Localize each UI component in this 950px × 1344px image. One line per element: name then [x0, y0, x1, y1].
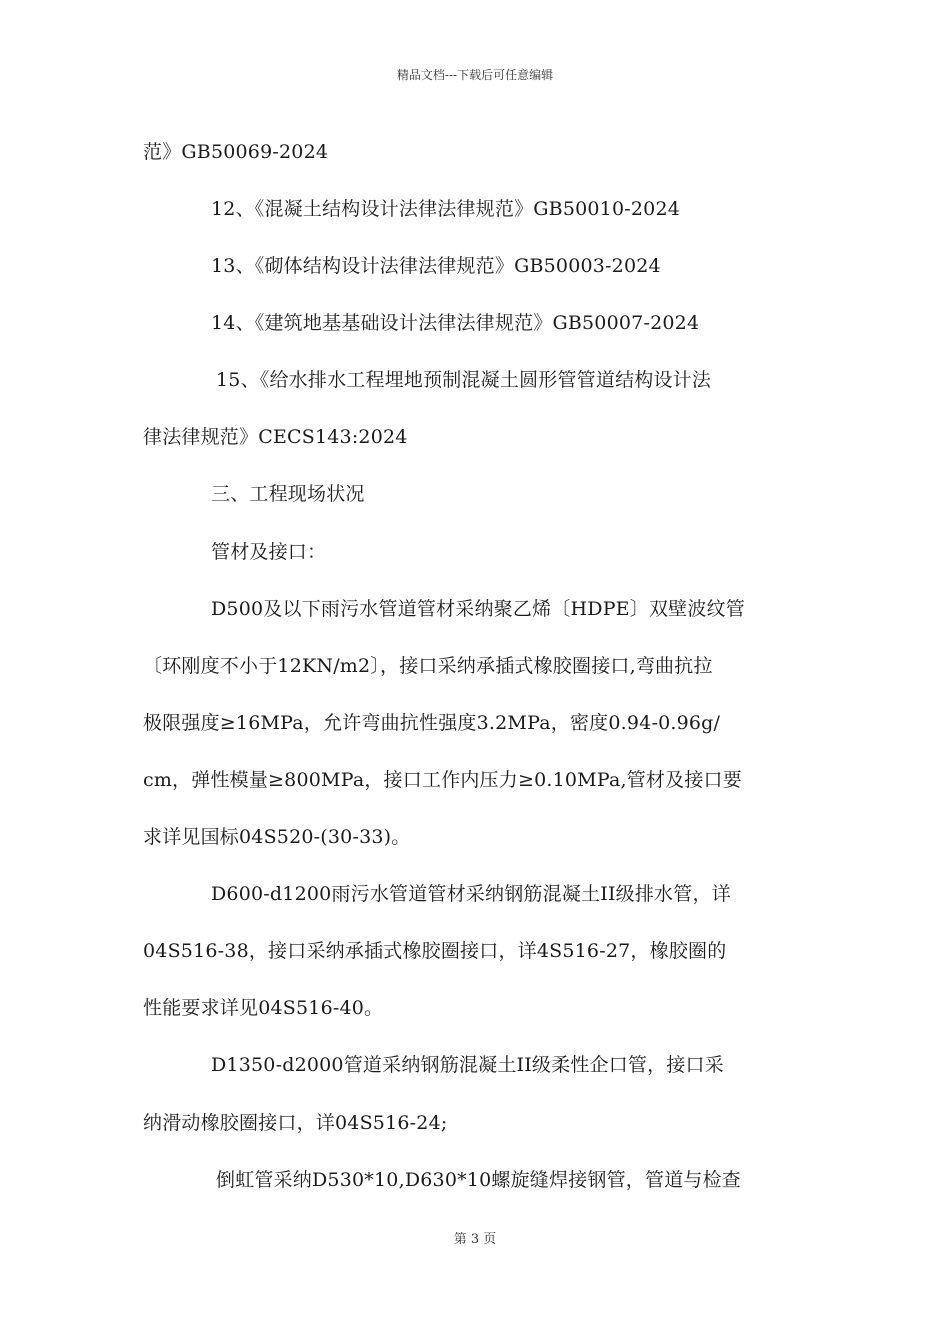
text-line: 求详见国标04S520-(30-33)。 [143, 826, 411, 848]
text-line: D600-d1200雨污水管道管材采纳钢筋混凝土II级排水管，详 [211, 883, 731, 905]
page-number: 第 3 页 [453, 1232, 497, 1247]
text-line: 纳滑动橡胶圈接口，详04S516-24; [143, 1112, 448, 1134]
text-line: D500及以下雨污水管道管材采纳聚乙烯〔HDPE〕双壁波纹管 [211, 598, 745, 620]
text-line: 14、《建筑地基基础设计法律法律规范》GB50007-2024 [211, 312, 700, 334]
text-line: 〔环刚度不小于12KN/m2〕，接口采纳承插式橡胶圈接口,弯曲抗拉 [143, 655, 713, 677]
page-header: 精品文档---下载后可任意编辑 [396, 68, 554, 82]
text-line: 性能要求详见04S516-40。 [143, 997, 384, 1019]
text-line: cm，弹性模量≥800MPa，接口工作内压力≥0.10MPa,管材及接口要 [143, 769, 742, 791]
section-heading: 三、工程现场状况 [211, 483, 365, 505]
text-line: 管材及接口： [211, 541, 327, 563]
text-line: 倒虹管采纳D530*10,D630*10螺旋缝焊接钢管，管道与检查 [216, 1169, 741, 1191]
text-line: 极限强度≥16MPa，允许弯曲抗性强度3.2MPa，密度0.94-0.96g/ [143, 712, 721, 734]
text-line: 04S516-38，接口采纳承插式橡胶圈接口，详4S516-27，橡胶圈的 [143, 940, 727, 962]
text-line: 范》GB50069-2024 [143, 141, 329, 163]
text-line: 15、《给水排水工程埋地预制混凝土圆形管管道结构设计法 [216, 369, 712, 391]
text-line: 13、《砌体结构设计法律法律规范》GB50003-2024 [211, 255, 661, 277]
text-line: 12、《混凝土结构设计法律法律规范》GB50010-2024 [211, 198, 681, 220]
text-line: 律法律规范》CECS143:2024 [143, 426, 408, 448]
text-line: D1350-d2000管道采纳钢筋混凝土II级柔性企口管，接口采 [211, 1054, 724, 1076]
